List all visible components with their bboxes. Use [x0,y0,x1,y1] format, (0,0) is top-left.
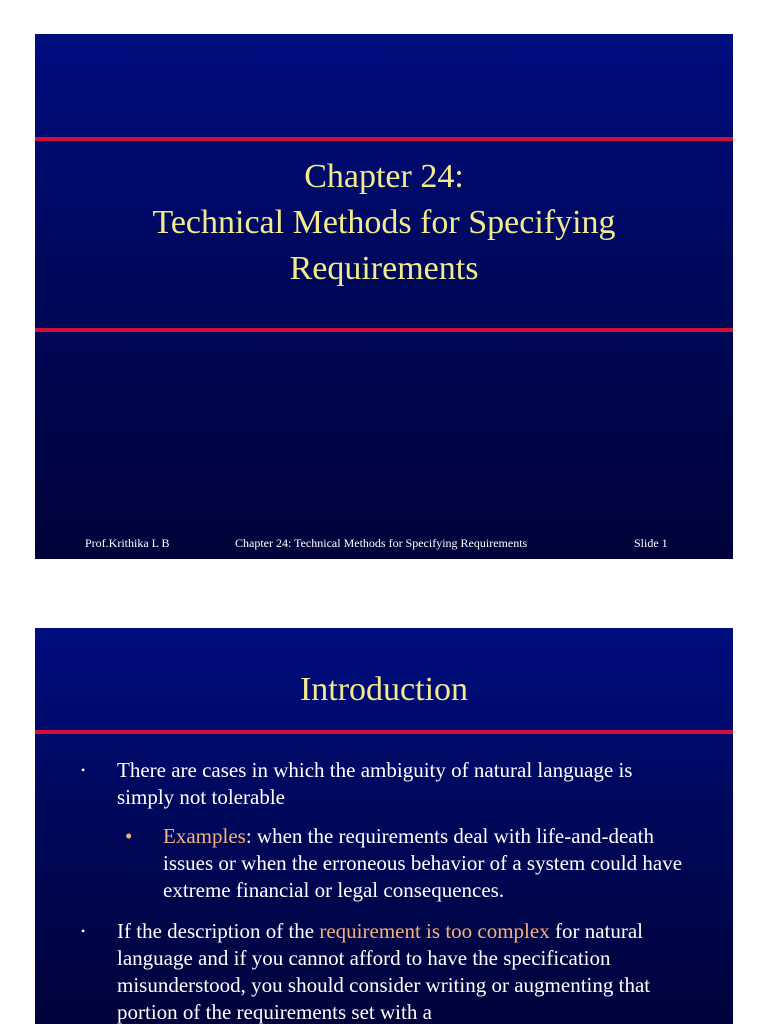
slide-2 [35,628,733,1024]
bullet-1-text: There are cases in which the ambiguity of natural language is simply not tolerable [117,758,633,809]
bullet-2-rest: for natural language and if you cannot afford to have the specification misunderstood, you should consider writing or augmenting that portion of the requirements set with a [117,919,651,1024]
sub-bullet-1-rest: : when the requirements deal with life-and-death issues or when the erroneous behavior of a system could have extreme financial or legal consequences. [163,824,683,902]
bullet-2-prefix: If the description of the [117,919,320,943]
sub-bullet-1-marker: • [125,824,133,848]
title-line-1: Chapter 24: [304,158,464,195]
title-rule-top [35,137,733,141]
slide-2-title: Introduction [299,671,469,708]
examples-highlight: Examples [163,824,246,848]
footer-chapter: Chapter 24: Technical Methods for Specifying Requirements [235,536,528,550]
bullet-2-text [117,918,697,1024]
title-rule-bottom [35,328,733,332]
complexity-highlight: requirement is too complex [319,919,550,943]
title-rule [35,730,733,734]
title-line-3: Requirements [289,250,479,287]
title-line-2: Technical Methods for Specifying [152,204,616,241]
bullet-1-marker: • [81,763,86,777]
sub-bullet-1-text [163,823,703,904]
footer-slide-number: Slide 1 [634,536,668,550]
bullet-2-marker: • [81,924,86,938]
slide-1-title [35,154,733,292]
slide-1 [35,34,733,559]
footer-author: Prof.Krithika L B [85,536,170,550]
